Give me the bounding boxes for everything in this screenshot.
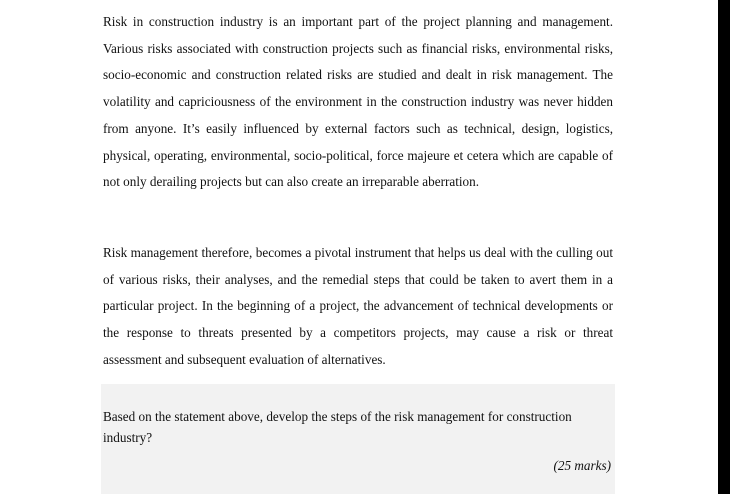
- question-box: [101, 384, 615, 494]
- window-edge-bar: [718, 0, 730, 494]
- paragraph-risk-management: Risk management therefore, becomes a pivotal instrument that helps us deal with the culling out of various risks, their analyses, and the remedial steps that could be taken to avert them in a particular project. In the beginning of a project, the advancement of technical developments or the response to threats presented by a competitors projects, may cause a risk or threat assessment and subsequent evaluation of alternatives.: [103, 245, 613, 367]
- paragraph-risk-in-construction: Risk in construction industry is an important part of the project planning and management. Various risks associated with construction projects such as financial risks, environmental risks, socio-economic and construction related risks are studied and dealt in risk management. The volatility and capriciousness of the environment in the construction industry was never hidden from anyone. It’s easily influenced by external factors such as technical, design, logistics, physical, operating, environmental, socio-political, force majeure et cetera which are capable of not only derailing projects but can also create an irreparable aberration.: [103, 14, 613, 190]
- question-text: Based on the statement above, develop the steps of the risk management for construction industry?: [103, 409, 572, 445]
- marks-label: (25 marks): [553, 458, 611, 473]
